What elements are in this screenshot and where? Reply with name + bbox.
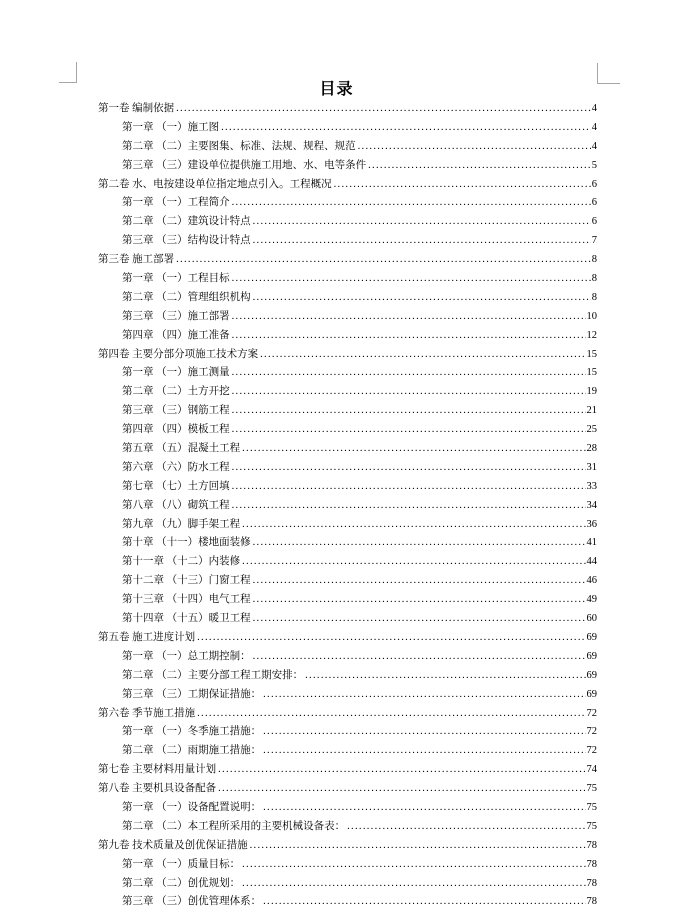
toc-entry[interactable] xyxy=(76,761,597,780)
toc-page-number: 4 xyxy=(591,140,597,152)
toc-page-number: 10 xyxy=(586,310,597,322)
toc-entry-label: 第三章 （三）创优管理体系： xyxy=(122,896,262,908)
toc-entry-label: 第三章 （三）结构设计特点 xyxy=(122,235,251,247)
toc-entry-label: 第二卷 水、电按建设单位指定地点引入。工程概况 xyxy=(98,178,332,190)
toc-entry[interactable] xyxy=(76,459,597,478)
toc-entry-label: 第十一章 （十二）内装修 xyxy=(122,556,241,568)
toc-page-number: 19 xyxy=(586,386,597,398)
toc-entry[interactable] xyxy=(76,705,597,724)
toc-dot-leader xyxy=(263,799,585,818)
toc-entry[interactable] xyxy=(76,893,597,912)
toc-entry[interactable] xyxy=(76,837,597,856)
toc-dot-leader xyxy=(368,157,591,176)
toc-page-number: 72 xyxy=(586,726,597,738)
toc-dot-leader xyxy=(253,591,586,610)
toc-entry[interactable] xyxy=(76,667,597,686)
toc-dot-leader xyxy=(305,667,585,686)
toc-dot-leader xyxy=(232,402,586,421)
toc-entry-label: 第一章 （一）冬季施工措施： xyxy=(122,726,262,738)
toc-dot-leader xyxy=(242,856,585,875)
toc-page-number: 31 xyxy=(586,461,597,473)
toc-page-number: 25 xyxy=(586,424,597,436)
toc-entry-label: 第六卷 季节施工措施 xyxy=(98,707,196,719)
toc-entry[interactable] xyxy=(76,364,597,383)
toc-dot-leader xyxy=(263,686,585,705)
toc-page-number: 8 xyxy=(591,254,597,266)
toc-page-number: 74 xyxy=(586,764,597,776)
toc-entry[interactable] xyxy=(76,572,597,591)
toc-entry-label: 第二章 （二）雨期施工措施： xyxy=(122,745,262,757)
toc-page-number: 15 xyxy=(586,367,597,379)
toc-page-number: 8 xyxy=(591,291,597,303)
toc-page-number: 8 xyxy=(591,273,597,285)
toc-dot-leader xyxy=(263,893,585,912)
toc-entry-label: 第九章 （九）脚手架工程 xyxy=(122,518,241,530)
toc-entry[interactable] xyxy=(76,308,597,327)
toc-entry[interactable] xyxy=(76,100,597,119)
toc-entry-label: 第六章 （六）防水工程 xyxy=(122,461,230,473)
toc-dot-leader xyxy=(232,364,586,383)
toc-entry-label: 第三章 （三）工期保证措施： xyxy=(122,688,262,700)
toc-page-number: 12 xyxy=(586,329,597,341)
toc-entry[interactable] xyxy=(76,327,597,346)
toc-entry-label: 第一章 （一）质量目标： xyxy=(122,858,241,870)
toc-dot-leader xyxy=(253,648,586,667)
toc-entry[interactable] xyxy=(76,742,597,761)
toc-dot-leader xyxy=(250,837,586,856)
toc-entry[interactable] xyxy=(76,723,597,742)
toc-entry[interactable] xyxy=(76,138,597,157)
toc-dot-leader xyxy=(263,742,585,761)
toc-page-number: 44 xyxy=(586,556,597,568)
toc-page-number: 75 xyxy=(586,783,597,795)
toc-entry[interactable] xyxy=(76,383,597,402)
toc-page-number: 69 xyxy=(586,688,597,700)
toc-entry-label: 第一章 （一）施工测量 xyxy=(122,367,230,379)
toc-page-number: 69 xyxy=(586,650,597,662)
toc-dot-leader xyxy=(358,138,591,157)
toc-entry-label: 第一章 （一）设备配置说明： xyxy=(122,801,262,813)
toc-entry[interactable] xyxy=(76,421,597,440)
toc-page-number: 78 xyxy=(586,858,597,870)
toc-entry-label: 第四章 （四）施工准备 xyxy=(122,329,230,341)
toc-entry[interactable] xyxy=(76,686,597,705)
toc-entry-label: 第二章 （二）土方开挖 xyxy=(122,386,230,398)
toc-dot-leader xyxy=(242,516,585,535)
toc-dot-leader xyxy=(253,534,586,553)
toc-page-number: 5 xyxy=(591,159,597,171)
toc-dot-leader xyxy=(232,194,591,213)
toc-page-number: 75 xyxy=(586,801,597,813)
toc-entry[interactable] xyxy=(76,289,597,308)
toc-entry-label: 第十二章 （十三）门窗工程 xyxy=(122,575,251,587)
toc-entry[interactable] xyxy=(76,497,597,516)
toc-entry-label: 第七章 （七）土方回填 xyxy=(122,480,230,492)
toc-entry-label: 第七卷 主要材料用量计划 xyxy=(98,764,217,776)
toc-page-number: 72 xyxy=(586,745,597,757)
toc-page-number: 21 xyxy=(586,405,597,417)
toc-entry[interactable] xyxy=(76,553,597,572)
text-boundary-mark-top-right xyxy=(597,63,620,84)
toc-entry-label: 第九卷 技术质量及创优保证措施 xyxy=(98,839,248,851)
toc-dot-leader xyxy=(242,440,585,459)
toc-entry[interactable] xyxy=(76,440,597,459)
toc-page-number: 6 xyxy=(591,216,597,228)
toc-entry-label: 第一卷 编制依据 xyxy=(98,103,175,114)
toc-entry[interactable] xyxy=(76,534,597,553)
toc-page-number: 7 xyxy=(591,235,597,247)
toc-entry[interactable] xyxy=(76,478,597,497)
toc-dot-leader xyxy=(232,459,586,478)
toc-page-number: 72 xyxy=(586,707,597,719)
toc-dot-leader xyxy=(334,176,591,195)
toc-entry[interactable] xyxy=(76,629,597,648)
toc-entry-label: 第二章 （二）主要图集、标准、法规、规程、规范 xyxy=(122,140,356,152)
toc-entry[interactable] xyxy=(76,818,597,837)
toc-entry[interactable] xyxy=(76,780,597,799)
toc-entry[interactable] xyxy=(76,856,597,875)
toc-dot-leader xyxy=(221,119,591,138)
toc-entry[interactable] xyxy=(76,194,597,213)
toc-dot-leader xyxy=(218,761,585,780)
toc-page-number: 69 xyxy=(586,631,597,643)
toc-dot-leader xyxy=(253,232,591,251)
toc-page-number: 78 xyxy=(586,896,597,908)
toc-page-number: 6 xyxy=(591,178,597,190)
toc-dot-leader xyxy=(253,572,586,591)
toc-dot-leader xyxy=(232,327,586,346)
toc-page-number: 6 xyxy=(591,197,597,209)
toc-page-number: 34 xyxy=(586,499,597,511)
toc-dot-leader xyxy=(232,497,586,516)
toc-entry-label: 第三卷 施工部署 xyxy=(98,254,175,266)
toc-entry[interactable] xyxy=(76,213,597,232)
toc-entry-label: 第十三章 （十四）电气工程 xyxy=(122,594,251,606)
toc-entry-label: 第三章 （三）建设单位提供施工用地、水、电等条件 xyxy=(122,159,367,171)
toc-dot-leader xyxy=(260,346,585,365)
toc-page-number: 28 xyxy=(586,443,597,455)
toc-dot-leader xyxy=(218,780,585,799)
toc-entry-label: 第二章 （二）本工程所采用的主要机械设备表： xyxy=(122,820,346,832)
toc-entry-label: 第八章 （八）砌筑工程 xyxy=(122,499,230,511)
toc-dot-leader xyxy=(176,100,591,119)
toc-page-number: 33 xyxy=(586,480,597,492)
toc-entry[interactable] xyxy=(76,157,597,176)
toc-page-number: 41 xyxy=(586,537,597,549)
toc-entry[interactable] xyxy=(76,251,597,270)
toc-entry[interactable] xyxy=(76,610,597,629)
toc-entry-label: 第一章 （一）施工图 xyxy=(122,121,220,133)
toc-entry-label: 第二章 （二）创优规划： xyxy=(122,877,241,889)
toc-entry[interactable] xyxy=(76,402,597,421)
text-boundary-mark-top-left xyxy=(59,62,77,83)
toc-dot-leader xyxy=(232,308,586,327)
document-page xyxy=(76,81,597,912)
toc-entry-label: 第八卷 主要机具设备配备 xyxy=(98,783,217,795)
toc-entry-label: 第二章 （二）管理组织机构 xyxy=(122,291,251,303)
toc-dot-leader xyxy=(253,213,591,232)
toc-entry-label: 第二章 （二）主要分部工程工期安排： xyxy=(122,669,304,681)
toc-entry[interactable] xyxy=(76,516,597,535)
toc-dot-leader xyxy=(232,383,586,402)
toc-entry[interactable] xyxy=(76,875,597,894)
toc-page-number: 60 xyxy=(586,613,597,625)
toc-list xyxy=(76,100,597,912)
toc-entry-label: 第四卷 主要分部分项施工技术方案 xyxy=(98,348,259,360)
toc-entry-label: 第三章 （三）施工部署 xyxy=(122,310,230,322)
toc-entry[interactable] xyxy=(76,591,597,610)
toc-entry-label: 第五卷 施工进度计划 xyxy=(98,631,196,643)
toc-dot-leader xyxy=(253,610,586,629)
toc-entry[interactable] xyxy=(76,232,597,251)
toc-page-number: 78 xyxy=(586,877,597,889)
toc-entry-label: 第一章 （一）总工期控制： xyxy=(122,650,251,662)
toc-page-number: 75 xyxy=(586,820,597,832)
toc-dot-leader xyxy=(253,289,591,308)
toc-entry-label: 第十章 （十一）楼地面装修 xyxy=(122,537,251,549)
toc-page-number: 78 xyxy=(586,839,597,851)
toc-entry-label: 第三章 （三）钢筋工程 xyxy=(122,405,230,417)
toc-page-number: 36 xyxy=(586,518,597,530)
toc-dot-leader xyxy=(242,553,585,572)
toc-dot-leader xyxy=(347,818,585,837)
toc-page-number: 15 xyxy=(586,348,597,360)
toc-entry[interactable] xyxy=(76,176,597,195)
toc-dot-leader xyxy=(242,875,585,894)
toc-dot-leader xyxy=(232,478,586,497)
toc-dot-leader xyxy=(197,629,585,648)
toc-page-number: 4 xyxy=(591,121,597,133)
toc-page-number: 49 xyxy=(586,594,597,606)
toc-page-number: 46 xyxy=(586,575,597,587)
toc-entry-label: 第一章 （一）工程目标 xyxy=(122,273,230,285)
toc-dot-leader xyxy=(232,270,591,289)
toc-page-number: 69 xyxy=(586,669,597,681)
toc-dot-leader xyxy=(176,251,591,270)
toc-entry-label: 第四章 （四）模板工程 xyxy=(122,424,230,436)
toc-page-number: 4 xyxy=(591,103,597,114)
toc-entry-label: 第二章 （二）建筑设计特点 xyxy=(122,216,251,228)
toc-dot-leader xyxy=(263,723,585,742)
toc-entry[interactable] xyxy=(76,119,597,138)
toc-dot-leader xyxy=(232,421,586,440)
page-title: 目录 xyxy=(319,81,354,98)
toc-entry-label: 第五章 （五）混凝土工程 xyxy=(122,443,241,455)
toc-dot-leader xyxy=(197,705,585,724)
toc-entry-label: 第十四章 （十五）暖卫工程 xyxy=(122,613,251,625)
toc-entry-label: 第一章 （一）工程简介 xyxy=(122,197,230,209)
toc-entry[interactable] xyxy=(76,648,597,667)
toc-entry[interactable] xyxy=(76,799,597,818)
toc-entry[interactable] xyxy=(76,270,597,289)
toc-entry[interactable] xyxy=(76,346,597,365)
